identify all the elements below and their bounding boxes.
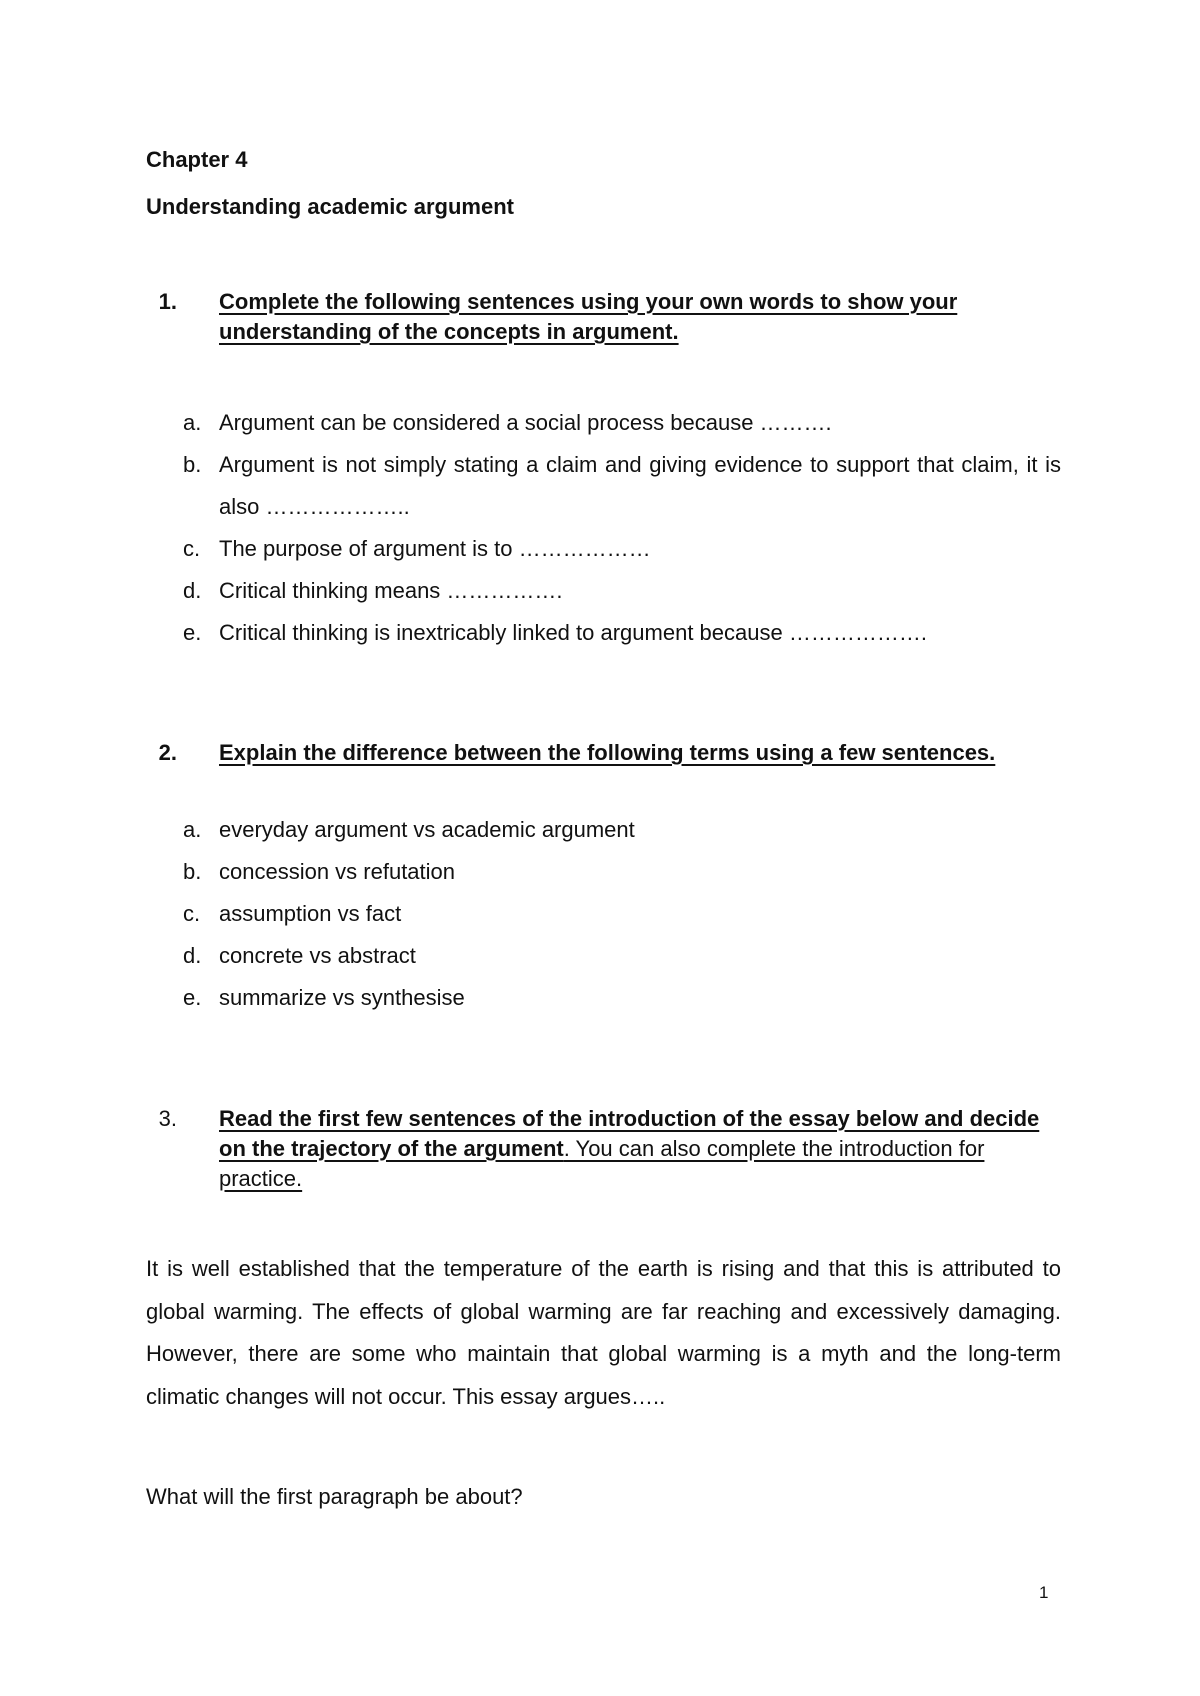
question-3-text: Read the first few sentences of the introduction of the essay below and decide on the trajectory of the argument. You can also complete the introduction for practice. — [219, 1106, 1040, 1191]
list-item: c. The purpose of argument is to ……………… — [183, 536, 651, 561]
question-1-number: 1. — [158, 289, 177, 314]
question-3 — [146, 1104, 1061, 1194]
list-item: d. Critical thinking means ……………. — [183, 578, 563, 603]
essay-paragraph: It is well established that the temperature of the earth is rising and that this is attributed to global warming. The effects of global warming are far reaching and excessively damaging. However, there are some who maintain that global warming is a myth and the long-term climatic changes will not occur. This essay argues….. — [146, 1256, 1061, 1409]
list-item: a. Argument can be considered a social process because ………. — [183, 410, 832, 435]
chapter-title: Understanding academic argument — [146, 194, 514, 219]
list-item: a. everyday argument vs academic argument — [183, 817, 635, 842]
question-2-items — [146, 809, 1061, 1019]
list-item: b. concession vs refutation — [183, 859, 456, 884]
question-1 — [146, 287, 1061, 347]
question-3-number: 3. — [158, 1106, 177, 1131]
list-item: d. concrete vs abstract — [183, 943, 416, 968]
list-item: e. summarize vs synthesise — [183, 985, 465, 1010]
chapter-label: Chapter 4 — [146, 147, 248, 172]
list-item: e. Critical thinking is inextricably linked to argument because ………………. — [183, 620, 927, 645]
page-number: 1 — [1039, 1583, 1049, 1602]
final-question: What will the first paragraph be about? — [146, 1484, 523, 1509]
list-item: c. assumption vs fact — [183, 901, 402, 926]
question-1-items — [146, 402, 1061, 654]
question-2 — [146, 732, 1061, 773]
list-item: b. Argument is not simply stating a claim and giving evidence to support that claim, it is also ……………….. — [183, 452, 1061, 519]
question-2-number: 2. — [158, 740, 177, 765]
question-1-text: Complete the following sentences using your own words to show your understanding of the concepts in argument. — [219, 289, 958, 344]
question-2-text: Explain the difference between the following terms using a few sentences. — [219, 740, 996, 765]
